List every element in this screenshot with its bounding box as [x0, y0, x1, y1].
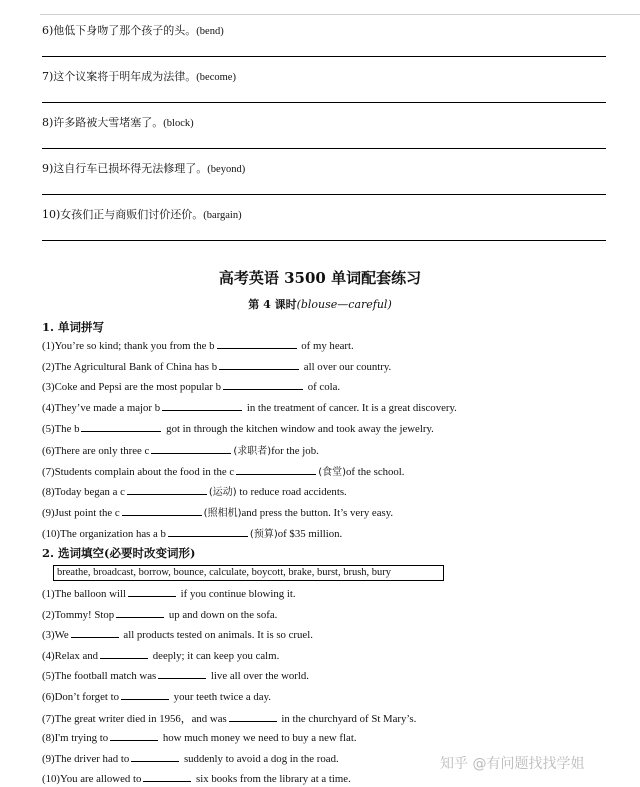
spelling-item: (5)The b got in through the kitchen window and took away the jewelry.	[42, 423, 434, 435]
answer-blank	[110, 731, 158, 741]
answer-blank	[168, 527, 248, 537]
answer-blank	[219, 360, 299, 370]
fill-blank-item: (2)Tommy! Stop up and down on the sofa.	[42, 609, 278, 621]
answer-blank	[229, 712, 277, 722]
spelling-item: (6)There are only three c (求职者)for the job.	[42, 445, 319, 457]
page-title: 高考英语 3500 单词配套练习	[218, 269, 422, 287]
answer-blank	[162, 401, 242, 411]
translation-item: 6)他低下身吻了那个孩子的头。(bend)	[42, 24, 224, 37]
answer-blank	[71, 628, 119, 638]
fill-blank-item: (8)I'm trying to how much money we need to buy a new flat.	[42, 732, 357, 744]
spelling-item: (9)Just point the c (照相机)and press the button. It’s very easy.	[42, 507, 394, 519]
fill-blank-item: (3)We all products tested on animals. It is so cruel.	[42, 629, 313, 641]
spelling-item: (4)They’ve made a major b in the treatment of cancer. It is a great discovery.	[42, 402, 457, 414]
answer-line	[42, 194, 606, 195]
fill-blank-item: (10)You are allowed to six books from the library at a time.	[42, 773, 351, 785]
answer-line	[42, 102, 606, 103]
fill-blank-item: (1)The balloon will if you continue blowing it.	[42, 588, 296, 600]
answer-line	[42, 240, 606, 241]
answer-blank	[151, 444, 231, 454]
spelling-item: (1)You’re so kind; thank you from the b of my heart.	[42, 340, 354, 352]
fill-blank-item: (4)Relax and deeply; it can keep you calm.	[42, 650, 280, 662]
spelling-item: (3)Coke and Pepsi are the most popular b of cola.	[42, 381, 341, 393]
answer-blank	[127, 485, 207, 495]
answer-line	[42, 148, 606, 149]
watermark: 知乎 @有问题找找学姐	[440, 756, 585, 772]
section-heading-word-choice: 2. 选词填空(必要时改变词形)	[42, 546, 196, 560]
answer-blank	[122, 506, 202, 516]
spelling-item: (7)Students complain about the food in the c (食堂)of the school.	[42, 466, 405, 478]
answer-blank	[128, 587, 176, 597]
fill-blank-item: (6)Don’t forget to your teeth twice a day.	[42, 691, 271, 703]
translation-item: 9)这自行车已损坏得无法修理了。(beyond)	[42, 162, 246, 175]
lesson-subtitle: 第 4 课时(blouse—careful)	[248, 298, 392, 311]
answer-blank	[143, 772, 191, 782]
answer-blank	[81, 422, 161, 432]
spelling-item: (10)The organization has a b (预算)of $35 million.	[42, 528, 343, 540]
spelling-item: (2)The Agricultural Bank of China has b all over our country.	[42, 361, 392, 373]
translation-item: 10)女孩们正与商贩们讨价还价。(bargain)	[42, 208, 242, 221]
answer-blank	[121, 690, 169, 700]
answer-blank	[223, 380, 303, 390]
fill-blank-item: (5)The football match was live all over the world.	[42, 670, 309, 682]
answer-line	[42, 56, 606, 57]
answer-blank	[100, 649, 148, 659]
spelling-item: (8)Today began a c (运动) to reduce road accidents.	[42, 486, 347, 498]
answer-blank	[158, 669, 206, 679]
answer-blank	[217, 339, 297, 349]
fill-blank-item: (7)The great writer died in 1956，and was in the churchyard of St Mary’s.	[42, 713, 417, 725]
page-top-rule	[40, 14, 640, 15]
answer-blank	[116, 608, 164, 618]
word-bank-box: breathe, broadcast, borrow, bounce, calculate, boycott, brake, burst, brush, bury	[53, 565, 444, 581]
answer-blank	[131, 752, 179, 762]
fill-blank-item: (9)The driver had to suddenly to avoid a dog in the road.	[42, 753, 339, 765]
section-heading-spelling: 1. 单词拼写	[42, 320, 105, 334]
translation-item: 8)许多路被大雪堵塞了。(block)	[42, 116, 194, 129]
answer-blank	[236, 465, 316, 475]
translation-item: 7)这个议案将于明年成为法律。(become)	[42, 70, 236, 83]
